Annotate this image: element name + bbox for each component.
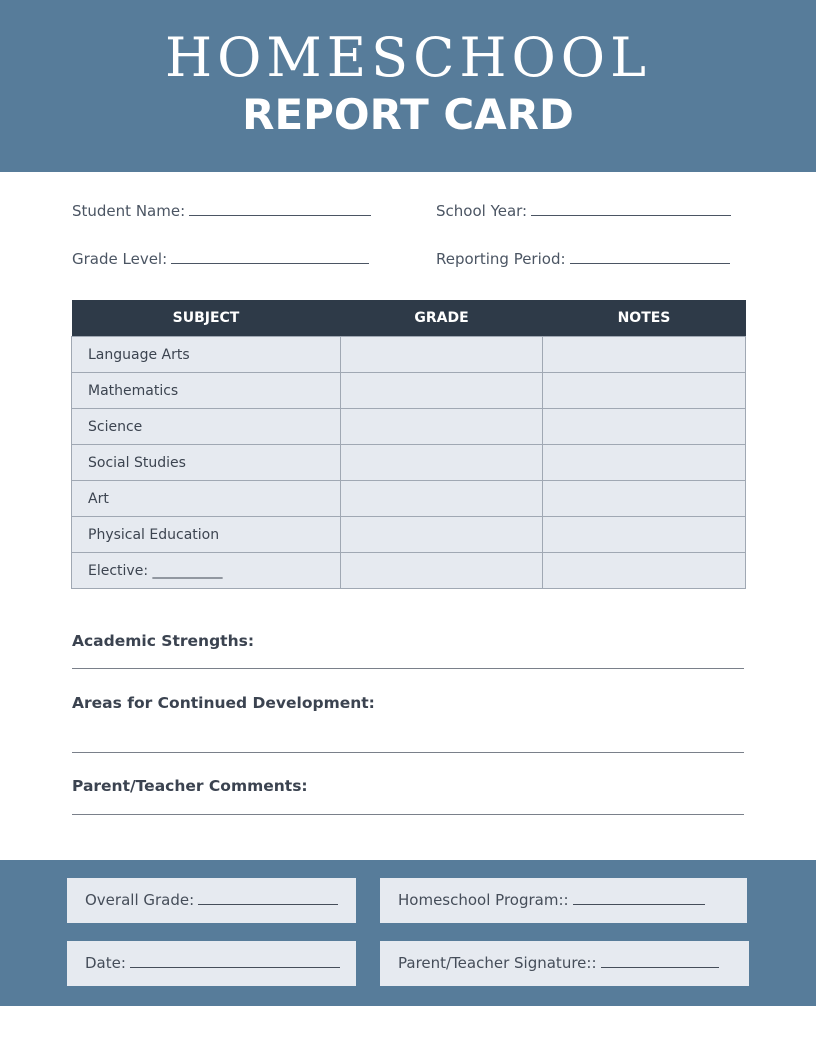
school-year-label: School Year:: [436, 202, 528, 220]
grade-cell[interactable]: [341, 481, 543, 517]
notes-cell[interactable]: [543, 373, 746, 409]
student-name-label: Student Name:: [72, 202, 186, 220]
student-name-line[interactable]: [189, 201, 371, 216]
notes-cell[interactable]: [543, 445, 746, 481]
homeschool-program-line[interactable]: [573, 890, 705, 905]
notes-cell[interactable]: [543, 337, 746, 373]
grade-level-line[interactable]: [171, 249, 369, 264]
subject-cell: Elective: __________: [72, 553, 341, 589]
subject-cell: Mathematics: [72, 373, 341, 409]
header-banner: [0, 0, 816, 172]
overall-grade-label: Overall Grade:: [85, 891, 195, 909]
overall-grade-box[interactable]: [67, 878, 356, 923]
table-row: [72, 409, 746, 445]
academic-strengths-label: Academic Strengths:: [72, 632, 255, 650]
school-year-line[interactable]: [531, 201, 731, 216]
date-line[interactable]: [130, 953, 340, 968]
table-row: [72, 373, 746, 409]
subject-cell: Science: [72, 409, 341, 445]
grade-cell[interactable]: [341, 553, 543, 589]
parent-teacher-comments-line[interactable]: [72, 814, 744, 815]
subject-cell: Physical Education: [72, 517, 341, 553]
school-year-field[interactable]: [436, 201, 731, 220]
areas-development-line[interactable]: [72, 752, 744, 753]
title-homeschool: HOMESCHOOL: [165, 26, 651, 89]
grades-table: [71, 300, 746, 589]
parent-teacher-comments-label: Parent/Teacher Comments:: [72, 777, 308, 795]
table-row: [72, 445, 746, 481]
grade-cell[interactable]: [341, 445, 543, 481]
signature-line[interactable]: [601, 953, 719, 968]
overall-grade-line[interactable]: [198, 890, 338, 905]
subject-cell: Art: [72, 481, 341, 517]
notes-cell[interactable]: [543, 517, 746, 553]
grade-cell[interactable]: [341, 517, 543, 553]
grade-cell[interactable]: [341, 373, 543, 409]
table-header-row: [72, 300, 746, 337]
table-row: [72, 481, 746, 517]
signature-box[interactable]: [380, 941, 749, 986]
notes-cell[interactable]: [543, 553, 746, 589]
header-grade: GRADE: [341, 300, 543, 337]
grade-level-label: Grade Level:: [72, 250, 168, 268]
grade-cell[interactable]: [341, 409, 543, 445]
student-name-field[interactable]: [72, 201, 371, 220]
header-notes: NOTES: [543, 300, 746, 337]
table-row: [72, 517, 746, 553]
header-subject: SUBJECT: [72, 300, 341, 337]
date-label: Date:: [85, 954, 126, 972]
date-box[interactable]: [67, 941, 356, 986]
grade-level-field[interactable]: [72, 249, 369, 268]
academic-strengths-line[interactable]: [72, 668, 744, 669]
subject-cell: Social Studies: [72, 445, 341, 481]
table-row: [72, 337, 746, 373]
title-report-card: REPORT CARD: [242, 90, 574, 139]
areas-development-label: Areas for Continued Development:: [72, 694, 375, 712]
homeschool-program-label: Homeschool Program::: [398, 891, 569, 909]
reporting-period-label: Reporting Period:: [436, 250, 566, 268]
subject-cell: Language Arts: [72, 337, 341, 373]
reporting-period-field[interactable]: [436, 249, 730, 268]
signature-label: Parent/Teacher Signature::: [398, 954, 597, 972]
notes-cell[interactable]: [543, 481, 746, 517]
grade-cell[interactable]: [341, 337, 543, 373]
footer-panel: [0, 860, 816, 1006]
table-row: [72, 553, 746, 589]
homeschool-program-box[interactable]: [380, 878, 747, 923]
reporting-period-line[interactable]: [570, 249, 730, 264]
notes-cell[interactable]: [543, 409, 746, 445]
